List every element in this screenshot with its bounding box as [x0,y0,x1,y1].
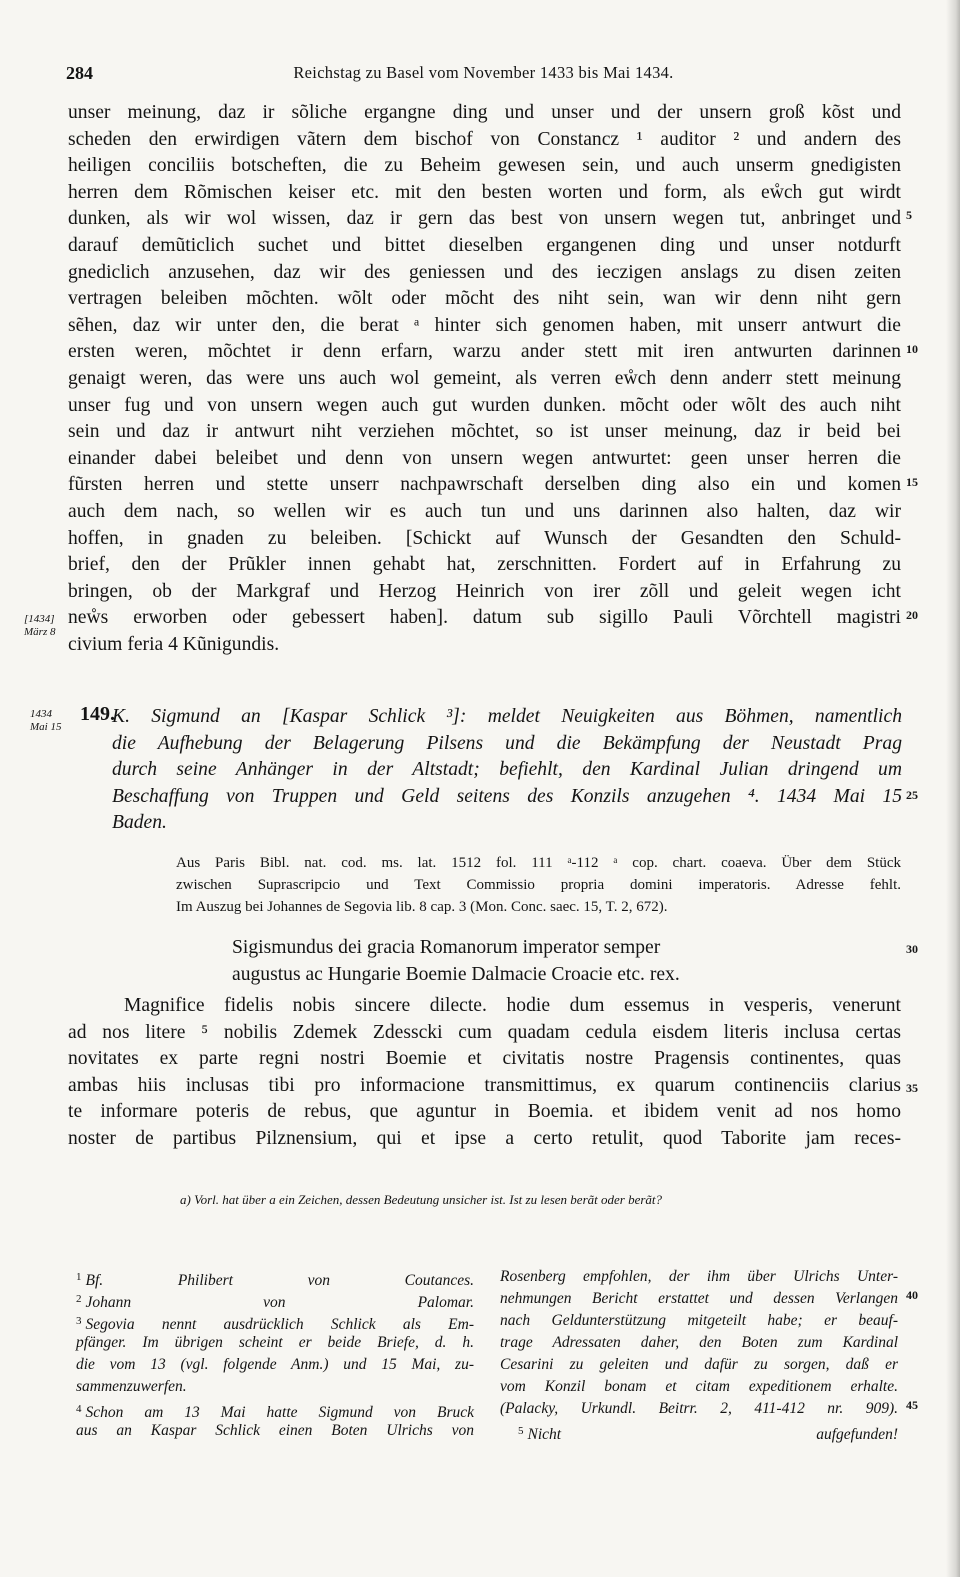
text-line: darauf demũticlich suchet und bittet dieselben ergangenen ding und unser notdurft [68,234,901,256]
text-line: auch dem nach, so wellen wir es auch tun und uns darinnen also halten, daz wir [68,500,901,522]
text-line: fũrsten herren und stette unserr nachpawrschaft derselben ding also ein und komen [68,474,901,496]
document-regest [112,703,902,836]
footnote-line: (Palacky, Urkundl. Beitrr. 2, 411-412 nr. 909). [500,1400,898,1417]
text-line: brief, den der Prũkler innen gehabt hat, zerschnitten. Fordert auf in Erfahrung zu [68,554,901,576]
document-margin-year: 1434 [30,708,52,720]
regest-line: Beschaffung von Truppen und Geld seitens des Konzils anzugehen ⁴. 1434 Mai 15 [112,785,902,807]
text-line: civium feria 4 Kũnigundis. [68,633,280,655]
footnotes-right-column [500,1266,898,1442]
line-number: 20 [906,608,918,622]
footnote [76,1288,474,1310]
letter-line: novitates ex parte regni nostri Boemie et civitatis nostre Pragensis continentes, quas [68,1048,901,1070]
text-line: heiligen conciliis botscheften, die zu Beheim gewesen sein, und auch unserm gnedigisten [68,155,901,177]
source-line: Im Auszug bei Johannes de Segovia lib. 8 cap. 3 (Mon. Conc. saec. 15, T. 2, 672). [176,899,668,915]
line-number: 35 [906,1081,918,1095]
margin-date-year: [1434] [24,613,55,625]
regest-line: K. Sigmund an [Kaspar Schlick ³]: meldet Neuigkeiten aus Böhmen, namentlich [112,706,902,727]
line-number: 25 [906,788,918,802]
margin-date-day: März 8 [24,626,56,638]
regest-line: die Aufhebung der Belagerung Pilsens und die Bekämpfung der Neustadt Prag [112,732,902,754]
source-note [176,852,901,918]
text-line: herren dem Rõmischen keiser etc. mit den besten worten und form, als eẘch gut wirdt [68,181,901,203]
footnote-line: Rosenberg empfohlen, der ihm über Ulrichs Unter- [500,1268,898,1285]
footnote-line: pfänger. Im übrigen scheint er beide Briefe, d. h. [76,1334,474,1351]
text-line: sẽhen, daz wir unter den, die berat ᵃ hinter sich genomen haben, mit unserr antwurt die [68,314,901,336]
footnote-line: nach Geldunterstützung mitgeteilt habe; er beauf- [500,1312,898,1329]
critical-apparatus: a) Vorl. hat über a ein Zeichen, dessen Bedeutung unsicher ist. Ist zu lesen berãt oder berãt? [180,1192,663,1207]
letter-line: ambas hiis inclusas tibi pro informacione transmittimus, ex quarum continenciis clarius [68,1074,901,1096]
running-title: Reichstag zu Basel vom November 1433 bis Mai 1434. [293,63,674,82]
line-number: 45 [906,1398,918,1412]
footnote-text: Nicht aufgefunden! [527,1426,898,1443]
footnote [76,1398,474,1420]
text-line: scheden den erwirdigen vãtern dem bischof von Constancz ¹ auditor ² und andern des [68,128,901,150]
text-line: genaigt weren, das were uns auch wol gemeint, als verren eẘch denn anderr stett meinung [68,367,901,389]
footnote-number: 4 [76,1403,82,1415]
source-line: zwischen Suprascripcio und Text Commissio propria domini imperatoris. Adresse fehlt. [176,877,901,893]
letter-line: ad nos litere ⁵ nobilis Zdemek Zdessckі cum quadam cedula eisdem literis inclusa certas [68,1021,901,1043]
line-number: 40 [906,1288,918,1302]
footnote-line: aus an Kaspar Schlick einen Boten Ulrichs von [76,1422,474,1439]
text-line: ersten weren, mõchtet ir denn erfarn, warzu ander stett mit iren antwurten darinnen [68,341,901,363]
text-line: unser meinung, daz ir sõliche ergangne ding und unser und der unsern groß kõst und [68,102,901,123]
line-number: 10 [906,342,918,356]
address-line: augustus ac Hungarie Boemie Dalmacie Croacie etc. rex. [232,964,680,985]
text-line: einander dabei beleibet und denn von unsern wegen antwurtet: geen unser herren die [68,447,901,469]
letter-address [232,934,792,988]
footnotes-left-column [76,1266,474,1442]
footnote-text: Segovia nennt ausdrücklich Schlick als Em- [85,1316,474,1333]
text-line: dunken, als wir wol wissen, daz ir gern das best von unsern wegen tut, anbringet und [68,208,901,230]
footnote-line: sammenzuwerfen. [76,1378,187,1395]
footnote-number: 3 [76,1315,82,1327]
footnote-text: Johann von Palomar. [85,1294,474,1311]
footnote-text: Bf. Philibert von Coutances. [85,1272,474,1289]
letter-line: noster de partibus Pilznensium, qui et ipse a certo retulit, quod Taborite jam reces- [68,1127,901,1149]
margin-date [24,613,55,639]
running-header [66,63,901,87]
text-line: vertragen beleiben mõchten. wõlt oder mõcht des niht sein, wan wir denn niht gern [68,288,901,310]
text-line: sein und daz ir antwurt niht verziehen mõchtet, so ist unser meinung, daz ir beid bei [68,421,901,443]
footnote-text: Schon am 13 Mai hatte Sigmund von Bruck [85,1404,474,1421]
footnote-line: trage Adressaten daher, den Boten zum Kardinal [500,1334,898,1351]
address-line: Sigismundus dei gracia Romanorum imperator semper [232,937,661,958]
document-margin-day: Mai 15 [30,721,62,733]
document-number: 149. [80,703,115,725]
main-text [68,100,901,658]
footnote-line: vom Konzil bonam et citam expeditionem erhalte. [500,1378,898,1395]
text-line: unser fug und von unsern wegen auch gut wurden dunken. mõcht oder wõlt des auch niht [68,394,901,416]
footnote-number: 1 [76,1271,82,1283]
footnote-number: 5 [518,1425,524,1437]
line-number: 15 [906,475,918,489]
footnote [500,1420,898,1442]
text-line: bringen, ob der Markgraf und Herzog Heinrich von irer zõll und geleit wegen icht [68,580,901,602]
regest-line: Baden. [112,812,167,834]
text-line: hoffen, in gnaden zu beleiben. [Schickt auf Wunsch der Gesandten den Schuld- [68,527,901,549]
page-edge-shadow [946,0,960,1577]
footnote-line: die vom 13 (vgl. folgende Anm.) und 15 Mai, zu- [76,1356,474,1373]
footnote-line: nehmungen Bericht erstattet und dessen Verlangen [500,1290,898,1307]
regest-line: durch seine Anhänger in der Altstadt; befiehlt, den Kardinal Julian dringend um [112,759,902,781]
footnote [76,1266,474,1288]
letter-line: te informare poteris de rebus, que aguntur in Boemia. et ibidem venit ad nos homo [68,1101,901,1123]
line-number: 30 [906,942,918,956]
document-margin-date [30,708,61,734]
text-line: gnediclich anzusehen, daz wir des geniessen und des ieczigen anslags zu disen zeiten [68,261,901,283]
footnote [76,1310,474,1332]
footnote-number: 2 [76,1293,82,1305]
letter-line: Magnifice fidelis nobis sincere dilecte. hodie dum essemus in vesperis, venerunt [124,995,901,1016]
source-line: Aus Paris Bibl. nat. cod. ms. lat. 1512 fol. 111 ᵃ-112 ᵃ cop. chart. coaeva. Über dem Stück [176,855,901,871]
footnote-line: Cesarini zu geleiten und dafür zu sorgen, daß er [500,1356,898,1373]
page-number: 284 [66,63,93,83]
line-number: 5 [906,208,912,222]
text-line: neẘs erworben oder gebessert haben]. datum sub sigillo Pauli Võrchtell magistri [68,607,901,629]
letter-text [68,993,901,1153]
